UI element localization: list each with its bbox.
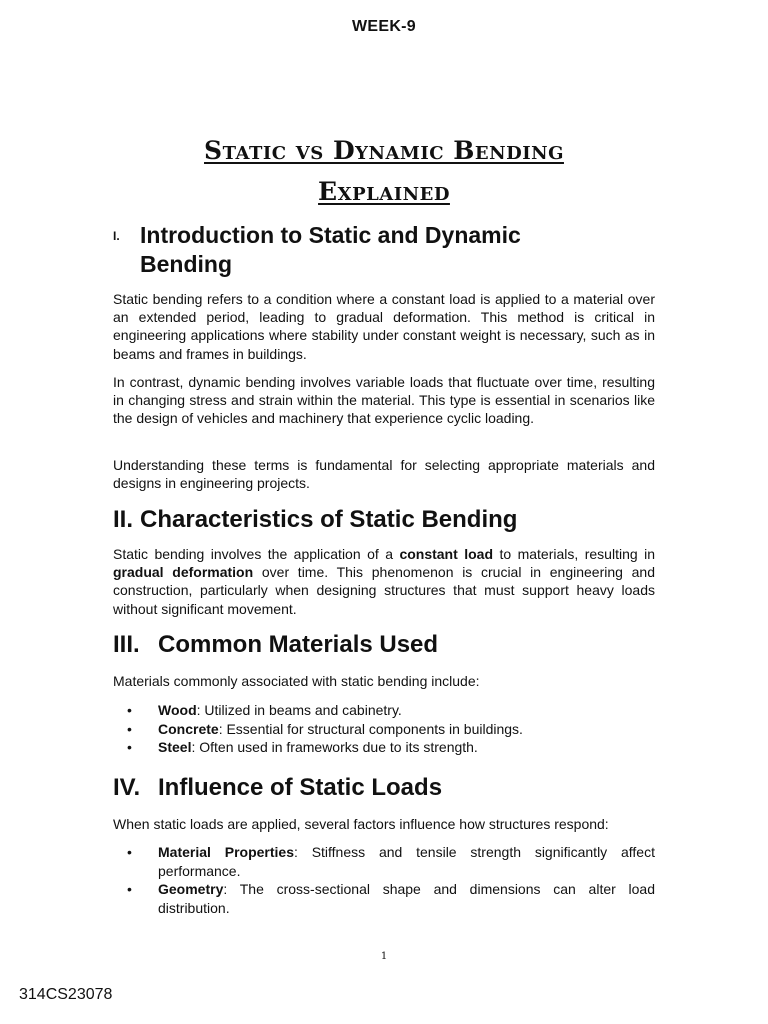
intro-paragraph-1: Static bending refers to a condition where a constant load is applied to a material over an extended period, leading to gradual deformation. This method is critical in engineering applications where stability under constant weight is necessary, such as in beams and frames in buildings. bbox=[113, 291, 655, 362]
text-run: over time. This phenomenon is crucial in engineering and construction, particularly when designing structures that must support heavy loads without significant movement. bbox=[113, 564, 655, 617]
text-run: Static bending involves the application of a bbox=[113, 546, 400, 562]
bullet-icon: • bbox=[127, 844, 132, 860]
influence-list-block bbox=[113, 843, 655, 917]
intro-paragraph-2-block bbox=[113, 373, 655, 428]
influence-list bbox=[113, 843, 655, 917]
list-item bbox=[113, 720, 655, 739]
section-number: IV. bbox=[113, 774, 141, 801]
intro-paragraph-1-block bbox=[113, 290, 655, 363]
bullet-icon: • bbox=[127, 702, 132, 718]
section-heading-text bbox=[140, 221, 521, 279]
section-heading-materials bbox=[113, 630, 655, 660]
list-term: Steel bbox=[158, 739, 192, 756]
characteristics-paragraph-block bbox=[113, 545, 655, 618]
list-text: : The cross-sectional shape and dimensions can alter load distribution. bbox=[158, 881, 655, 916]
intro-paragraph-3-block bbox=[113, 456, 655, 492]
list-text: : Utilized in beams and cabinetry. bbox=[196, 702, 402, 718]
list-text: : Stiffness and tensile strength significantly affect performance. bbox=[158, 844, 655, 879]
list-item bbox=[113, 701, 655, 720]
week-label: WEEK-9 bbox=[351, 18, 417, 35]
materials-list bbox=[113, 701, 655, 757]
list-item bbox=[113, 843, 655, 880]
bold-term: gradual deformation bbox=[113, 564, 254, 581]
characteristics-paragraph bbox=[113, 545, 655, 618]
section-number: I. bbox=[113, 229, 120, 243]
bold-term: constant load bbox=[399, 546, 494, 562]
list-term: Wood bbox=[158, 702, 197, 718]
section-number: II. bbox=[113, 506, 134, 533]
heading-line-2: Bending bbox=[140, 251, 232, 277]
section-characteristics bbox=[113, 505, 655, 535]
student-code: 314CS23078 bbox=[19, 986, 113, 1003]
intro-paragraph-2: In contrast, dynamic bending involves variable loads that fluctuate over time, resulting in changing stress and strain within the material. This type is essential in scenarios like the design of vehicles and machinery that experience cyclic loading. bbox=[113, 374, 655, 427]
list-item bbox=[113, 880, 655, 917]
materials-list-block bbox=[113, 701, 655, 757]
section-heading-text: Influence of Static Loads bbox=[158, 774, 443, 801]
text-run: to materials, resulting in bbox=[493, 546, 655, 562]
title-line-2: Explained bbox=[318, 177, 450, 206]
list-term: Material Properties bbox=[158, 844, 294, 860]
materials-intro-block bbox=[113, 672, 655, 690]
section-heading-introduction bbox=[113, 221, 655, 279]
document-title bbox=[0, 130, 768, 212]
section-number: III. bbox=[113, 631, 140, 658]
heading-line-1: Introduction to Static and Dynamic bbox=[140, 222, 521, 248]
bullet-icon: • bbox=[127, 720, 132, 737]
title-line-1: Static vs Dynamic Bending bbox=[204, 136, 564, 165]
list-text: : Often used in frameworks due to its strength. bbox=[191, 739, 478, 756]
list-item bbox=[113, 738, 655, 757]
section-heading-text: Characteristics of Static Bending bbox=[140, 506, 518, 533]
section-heading-characteristics bbox=[113, 505, 655, 535]
list-term: Geometry bbox=[158, 881, 224, 898]
influence-intro: When static loads are applied, several factors influence how structures respond: bbox=[113, 816, 609, 832]
list-text: : Essential for structural components in buildings. bbox=[218, 720, 523, 737]
page-number: 1 bbox=[380, 951, 388, 962]
section-heading-influence bbox=[113, 773, 655, 803]
bullet-icon: • bbox=[127, 739, 132, 756]
influence-intro-block bbox=[113, 815, 655, 833]
section-influence bbox=[113, 773, 655, 803]
section-materials bbox=[113, 630, 655, 660]
list-term: Concrete bbox=[158, 720, 219, 737]
bullet-icon: • bbox=[127, 881, 132, 898]
intro-paragraph-3: Understanding these terms is fundamental for selecting appropriate materials and designs in engineering projects. bbox=[113, 457, 655, 492]
section-introduction bbox=[113, 221, 655, 279]
section-heading-text: Common Materials Used bbox=[158, 631, 439, 658]
materials-intro: Materials commonly associated with static bending include: bbox=[113, 673, 480, 689]
